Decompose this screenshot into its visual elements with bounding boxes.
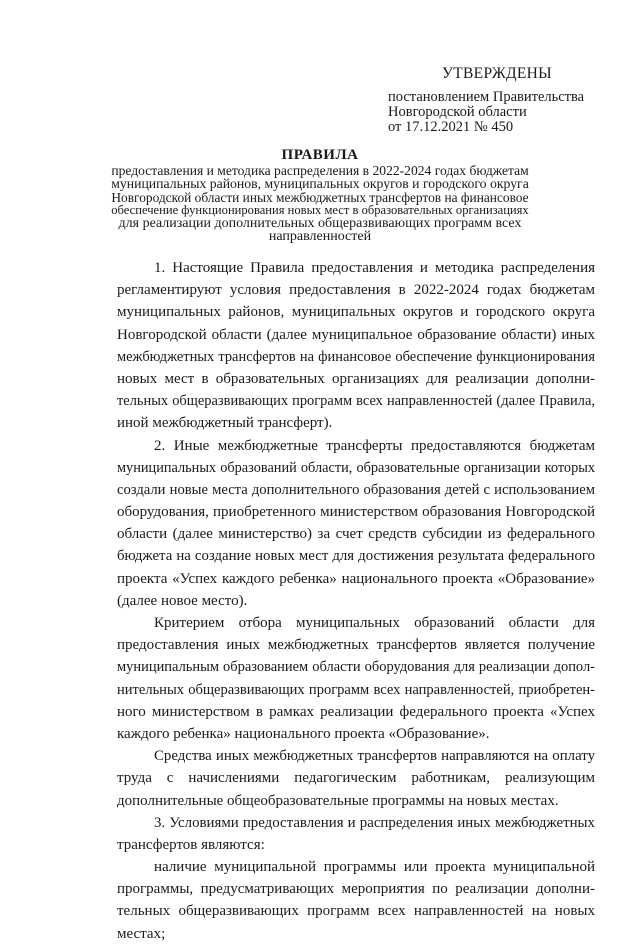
subtitle-line: муниципальных районов, муниципальных округов и городского округа <box>111 176 529 192</box>
text-line: проекта «Успех каждого ребенка» национального проекта «Образование» <box>117 570 595 587</box>
text-line: оборудования, приобретенного министерством образования Новгородской <box>117 504 595 521</box>
paragraph <box>117 812 595 856</box>
document-title: ПРАВИЛА <box>281 147 359 163</box>
text-line: межбюджетных трансфертов на финансовое обеспечение функционирования <box>117 348 595 365</box>
text-line: тельных общеразвивающих программ всех направленностей (далее Правила, <box>117 393 595 410</box>
text-line: иной межбюджетный трансферт). <box>117 415 333 432</box>
approval-line: постановлением Правительства <box>388 89 585 105</box>
text-line: создали новые места дополнительного образования детей с использованием <box>117 481 595 498</box>
text-line: 2. Иные межбюджетные трансферты предоставляются бюджетам <box>154 437 595 454</box>
text-line: дополнительные общеобразовательные программы на новых местах. <box>117 792 559 809</box>
text-line: 3. Условиями предоставления и распределения иных межбюджетных <box>154 814 595 831</box>
subtitle-line: для реализации дополнительных общеразвивающих программ всех <box>118 216 522 232</box>
text-line: (далее новое место). <box>117 592 248 609</box>
approval-line: от 17.12.2021 № 450 <box>388 119 514 135</box>
text-line: программы, предусматривающих мероприятия по реализации дополни- <box>117 881 595 898</box>
paragraph <box>117 257 595 435</box>
text-line: трансфертов являются: <box>117 836 265 853</box>
text-line: муниципальных районов, муниципальных округов и городского округа <box>117 304 595 321</box>
subtitle-line: предоставления и методика распределения в 2022-2024 годах бюджетам <box>111 163 529 178</box>
text-line: муниципальным образованием области оборудования для реализации допол- <box>117 659 595 676</box>
paragraph <box>117 856 595 945</box>
text-line: 1. Настоящие Правила предоставления и методика распределения <box>154 260 595 276</box>
approval-stamp <box>388 66 618 135</box>
text-line: новых мест в образовательных организациях для реализации дополни- <box>117 370 595 387</box>
text-line: тельных общеразвивающих программ всех направленностей на новых <box>117 903 595 920</box>
document-body <box>117 257 595 945</box>
text-line: каждого ребенка» национального проекта «Образование». <box>117 725 490 742</box>
text-line: нительных общеразвивающих программ всех направленностей, приобретен- <box>117 681 595 698</box>
text-line: Критерием отбора муниципальных образований области для <box>154 615 595 631</box>
approval-line: Новгородской области <box>388 104 527 120</box>
subtitle-line: Новгородской области иных межбюджетных трансфертов на финансовое <box>111 189 529 205</box>
text-line: регламентируют условия предоставления в 2022-2024 годах бюджетам <box>117 282 595 299</box>
text-line: местах; <box>117 925 166 942</box>
text-line: ного министерством в рамках реализации федерального проекта «Успех <box>117 703 595 720</box>
text-line: Новгородской области (далее муниципальное образование области) иных <box>117 326 595 343</box>
approval-heading: УТВЕРЖДЕНЫ <box>442 65 552 82</box>
paragraph <box>117 745 595 812</box>
text-line: муниципальных образований области, образовательные организации которых <box>117 459 595 476</box>
text-line: бюджета на создание новых мест для достижения результата федерального <box>117 548 595 565</box>
paragraph <box>117 612 595 745</box>
text-line: Средства иных межбюджетных трансфертов направляются на оплату <box>154 748 595 765</box>
text-line: наличие муниципальной программы или проекта муниципальной <box>154 859 595 876</box>
text-line: предоставления иных межбюджетных трансфертов является получение <box>117 637 595 654</box>
subtitle-line: обеспечение функционирования новых мест в образовательных организациях <box>111 202 529 217</box>
document-subtitle <box>110 164 530 244</box>
subtitle-line: направленностей <box>268 229 372 245</box>
text-line: труда с начислениями педагогическим работникам, реализующим <box>117 770 595 787</box>
text-line: области (далее министерство) за счет средств субсидии из федерального <box>117 526 595 543</box>
paragraph <box>117 435 595 613</box>
